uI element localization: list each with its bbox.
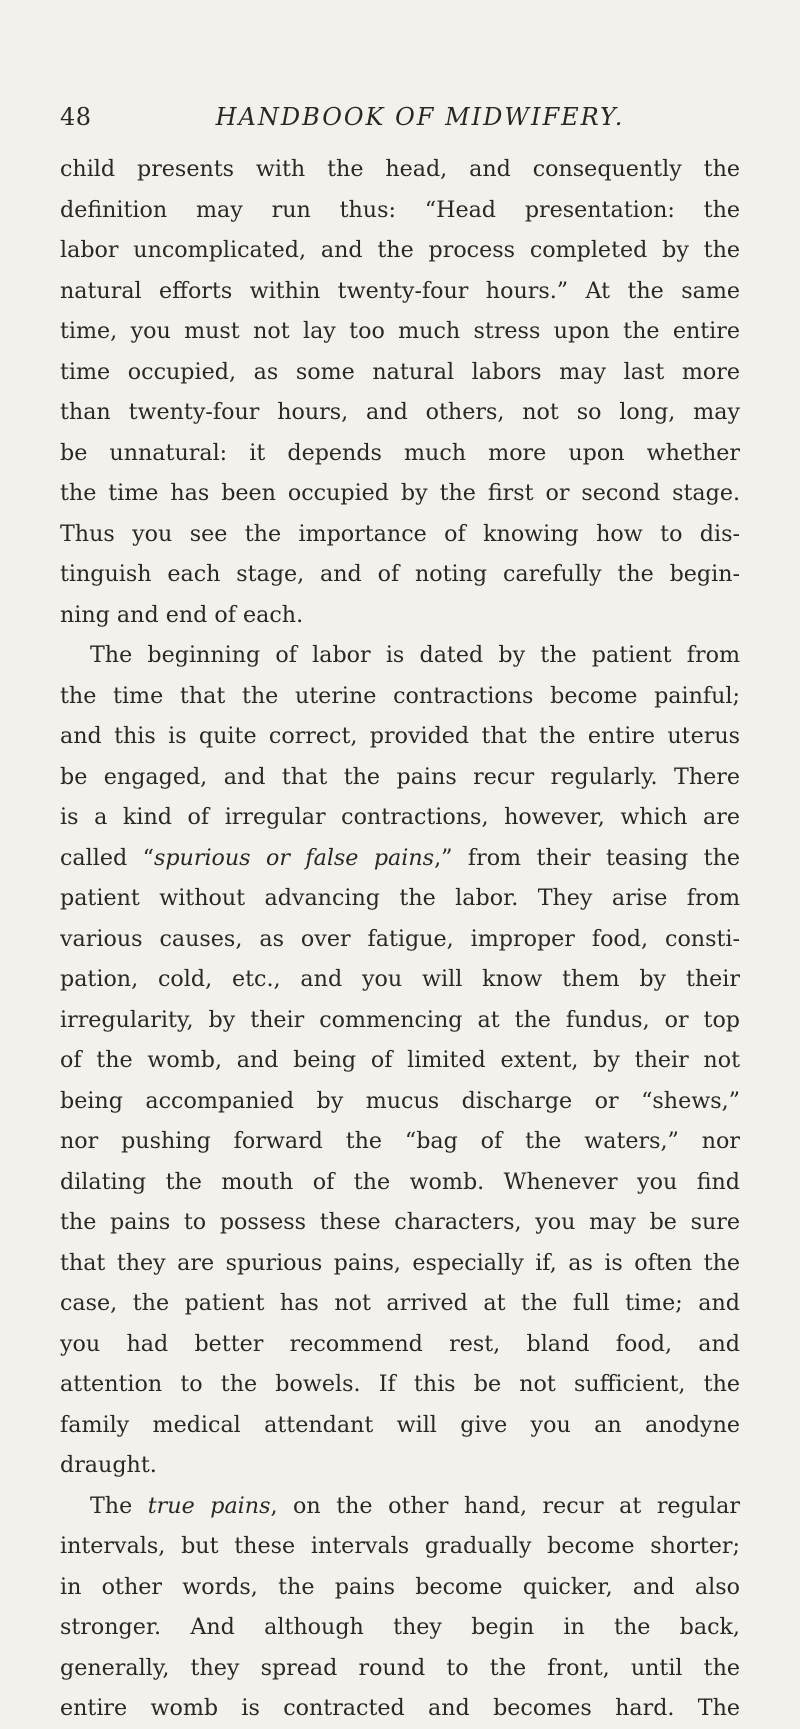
text-line: the time has been occupied by the first or second stage. <box>60 480 740 506</box>
body-text <box>60 149 740 1729</box>
text-line: time, you must not lay too much stress upon the entire <box>60 318 740 344</box>
page-number: 48 <box>60 103 92 131</box>
text-line: Thus you see the importance of knowing how to dis- <box>60 520 740 547</box>
text-line: various causes, as over fatigue, improper food, consti- <box>60 925 740 952</box>
text-line: definition may run thus: “Head presentation: the <box>60 196 740 223</box>
text-run: The <box>90 1492 148 1519</box>
text-line: of the womb, and being of limited extent, by their not <box>60 1047 740 1073</box>
text-run: called “ <box>60 844 154 871</box>
text-line: the pains to possess these characters, you may be sure <box>60 1209 740 1235</box>
text-line: pation, cold, etc., and you will know them by their <box>60 966 740 992</box>
text-line: child presents with the head, and consequently the <box>60 156 740 182</box>
text-line: and this is quite correct, provided that the entire uterus <box>60 723 740 749</box>
text-line: attention to the bowels. If this be not sufficient, the <box>60 1371 740 1397</box>
text-line <box>60 838 740 879</box>
text-line: labor uncomplicated, and the process completed by the <box>60 237 740 263</box>
text-line: the time that the uterine contractions become painful; <box>60 682 740 709</box>
text-line: time occupied, as some natural labors may last more <box>60 358 740 385</box>
text-line: is a kind of irregular contractions, however, which are <box>60 804 740 830</box>
page-header <box>60 103 740 143</box>
text-line: that they are spurious pains, especially if, as is often the <box>60 1249 740 1276</box>
text-line: generally, they spread round to the front, until the <box>60 1654 740 1681</box>
running-head: HANDBOOK OF MIDWIFERY. <box>215 103 625 131</box>
text-run: ,” from their teasing the <box>434 844 740 871</box>
text-line: than twenty-four hours, and others, not so long, may <box>60 399 740 425</box>
italic-phrase: spurious or false pains <box>153 844 435 871</box>
text-line: natural efforts within twenty-four hours.” At the same <box>60 277 740 304</box>
text-line: draught. <box>60 1452 157 1478</box>
text-line <box>60 1486 740 1527</box>
text-line: case, the patient has not arrived at the full time; and <box>60 1290 740 1316</box>
text-line: in other words, the pains become quicker, and also <box>60 1573 740 1600</box>
text-line: being accompanied by mucus discharge or “shews,” <box>60 1087 740 1114</box>
text-line: entire womb is contracted and becomes hard. The <box>60 1695 740 1721</box>
text-line: patient without advancing the labor. They arise from <box>60 885 740 911</box>
text-line: be engaged, and that the pains recur regularly. There <box>60 763 740 790</box>
italic-phrase: true pains <box>147 1492 271 1519</box>
text-line: you had better recommend rest, bland food, and <box>60 1330 740 1357</box>
text-line: tinguish each stage, and of noting carefully the begin- <box>60 561 740 587</box>
text-line: dilating the mouth of the womb. Whenever you find <box>60 1168 740 1195</box>
text-line: nor pushing forward the “bag of the waters,” nor <box>60 1128 740 1154</box>
text-line: stronger. And although they begin in the back, <box>60 1614 740 1640</box>
text-line: family medical attendant will give you an anodyne <box>60 1411 740 1438</box>
text-line: The beginning of labor is dated by the patient from <box>90 642 740 668</box>
text-line: irregularity, by their commencing at the fundus, or top <box>60 1006 740 1033</box>
text-line: ning and end of each. <box>60 601 304 628</box>
text-run: , on the other hand, recur at regular <box>270 1492 740 1519</box>
text-line: intervals, but these intervals gradually become shorter; <box>60 1533 740 1559</box>
text-line: be unnatural: it depends much more upon whether <box>60 439 740 466</box>
